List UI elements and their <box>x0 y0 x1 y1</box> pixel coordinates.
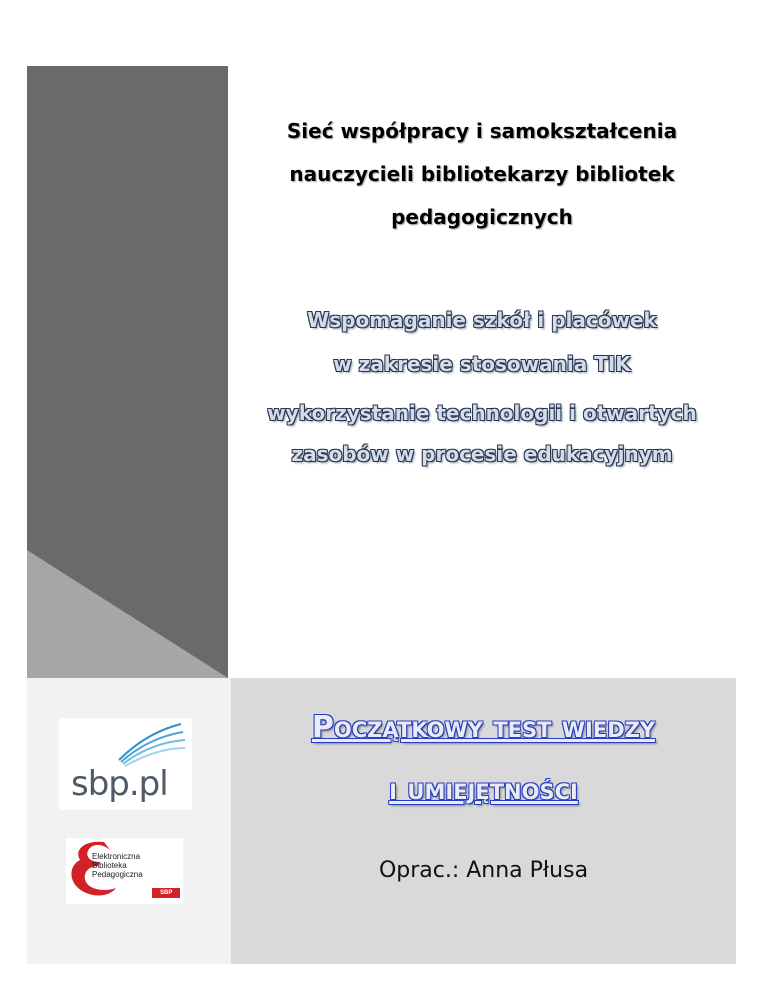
author: Oprac.: Anna Płusa <box>378 858 589 883</box>
sbp-logo-text: sbp.pl <box>71 764 168 804</box>
ebp-logo-line-3: Pedagogiczna <box>92 870 143 879</box>
subtitle-line-1: Wspomaganie szkół i placówek <box>307 308 657 332</box>
title-line-2: nauczycieli bibliotekarzy bibliotek <box>289 162 675 186</box>
title-line-1: Sieć współpracy i samokształcenia <box>286 119 678 143</box>
ebp-logo-line-1: Elektroniczna <box>92 852 141 861</box>
subtitle-line-4: zasobów w procesie edukacyjnym <box>291 442 673 466</box>
ebp-logo-line-2: Biblioteka <box>92 861 127 870</box>
subtitle-line-3: wykorzystanie technologii i otwartych <box>267 401 697 425</box>
title-line-3: pedagogicznych <box>391 205 573 229</box>
ebp-logo-tag: SBP <box>160 890 173 896</box>
decorative-triangle-panel <box>27 66 228 678</box>
test-title-line-2: i umiejętności <box>389 772 578 807</box>
test-title-line-1: Początkowy test wiedzy <box>311 710 656 745</box>
ebp-logo <box>66 838 183 904</box>
sbp-logo <box>59 718 192 810</box>
subtitle-line-2: w zakresie stosowania TIK <box>333 352 631 376</box>
